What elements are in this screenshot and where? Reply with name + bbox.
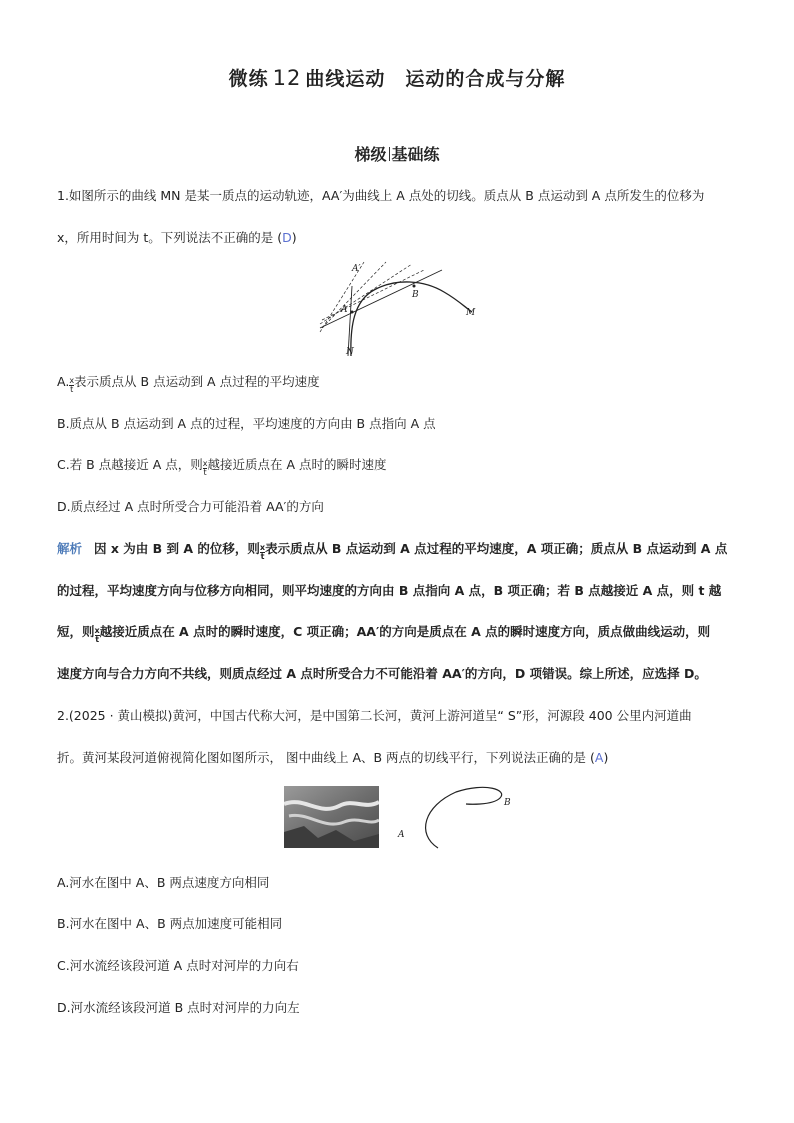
secant-line-4: [322, 270, 424, 320]
analysis-line4: 速度方向与合力方向不共线，则质点经过 A 点时所受合力不可能沿着 AA′的方向，D 项错误。综上所述，应选择 D。: [57, 666, 707, 681]
q1-option-d: D.质点经过 A 点时所受合力可能沿着 AA′的方向: [57, 499, 324, 514]
analysis-l3-post: 越接近质点在 A 点时的瞬时速度，C 项正确；AA′的方向是质点在 A 点的瞬时速度方向，质点做曲线运动，则: [99, 624, 711, 639]
frac-den: t: [70, 385, 74, 394]
q1-option-c-prefix: C.若 B 点越接近 A 点，则: [57, 457, 203, 472]
label-a-prime: A′: [352, 264, 361, 274]
title-prefix: 微练: [228, 68, 269, 90]
analysis-line3: [57, 622, 710, 644]
section-heading: [0, 142, 794, 165]
point-b: [413, 285, 416, 288]
q2-stem-line2-text: 折。黄河某段河道俯视简化图如图所示， 图中曲线上 A、B 两点的切线平行，下列说法正确的是 (: [57, 750, 595, 765]
label-b: B: [504, 798, 511, 808]
q1-option-a-text: 表示质点从 B 点运动到 A 点过程的平均速度: [74, 374, 320, 389]
q1-stem-line1: 1.如图所示的曲线 MN 是某一质点的运动轨迹，AA′为曲线上 A 点处的切线。质点从 B 点运动到 A 点所发生的位移为: [57, 188, 705, 203]
q1-stem-line2-text: x，所用时间为 t。下列说法不正确的是 (: [57, 230, 283, 245]
title-main: 曲线运动 运动的合成与分解: [305, 68, 566, 90]
label-a: A: [341, 305, 348, 315]
label-a: A: [398, 830, 405, 840]
q2-stem-line2: [57, 748, 608, 766]
page-title: [0, 64, 794, 91]
q2-option-b: B.河水在图中 A、B 两点加速度可能相同: [57, 916, 283, 931]
q1-option-a-prefix: A.: [57, 374, 70, 389]
s-curve: [426, 787, 502, 848]
q2-option-a: A.河水在图中 A、B 两点速度方向相同: [57, 875, 270, 890]
frac-den: t: [95, 635, 100, 644]
analysis-l1-post: 表示质点从 B 点运动到 A 点过程的平均速度，A 项正确；质点从 B 点运动到 A 点: [265, 541, 728, 556]
q2-stem-line2-close: ): [603, 750, 609, 765]
q2-s-curve-figure: [396, 786, 516, 850]
q1-answer: D: [282, 230, 292, 245]
point-a: [351, 311, 354, 314]
q1-option-b: B.质点从 B 点运动到 A 点的过程，平均速度的方向由 B 点指向 A 点: [57, 416, 436, 431]
analysis-label: 解析: [57, 541, 83, 556]
analysis-line2: 的过程，平均速度方向与位移方向相同，则平均速度的方向由 B 点指向 A 点，B 项正确；若 B 点越接近 A 点，则 t 越: [57, 583, 722, 598]
q1-stem-line2-close: ): [291, 230, 297, 245]
frac-num: x: [259, 543, 266, 552]
title-number: 12: [272, 66, 302, 90]
label-n: N: [346, 347, 354, 357]
q1-trajectory-figure: [316, 256, 486, 358]
frac-num: x: [69, 376, 75, 385]
q2-option-c: C.河水流经该段河道 A 点时对河岸的力向右: [57, 958, 299, 973]
section-left: 梯级: [354, 145, 387, 164]
secant-line-ab: [320, 270, 442, 328]
q2-option-d: D.河水流经该段河道 B 点时对河岸的力向左: [57, 1000, 300, 1015]
q2-stem-line1: 2.(2025 · 黄山模拟)黄河，中国古代称大河，是中国第二长河，黄河上游河道呈“ S”形，河源段 400 公里内河道曲: [57, 708, 692, 723]
frac-num: x: [94, 626, 100, 635]
q1-option-c: [57, 455, 386, 477]
frac-num: x: [202, 459, 208, 468]
label-m: M: [466, 308, 476, 318]
analysis-line1: [57, 539, 727, 561]
secant-line-3: [320, 264, 412, 324]
q1-stem-line2: [57, 228, 297, 246]
q1-option-a: [57, 372, 320, 394]
label-b: B: [412, 290, 419, 300]
frac-den: t: [203, 468, 207, 477]
frac-den: t: [260, 552, 265, 561]
q2-answer: A: [594, 750, 604, 765]
section-right: 基础练: [391, 145, 440, 164]
analysis-l3-pre: 短，则: [57, 624, 95, 639]
q1-option-c-text: 越接近质点在 A 点时的瞬时速度: [207, 457, 387, 472]
analysis-l1-pre: 因 x 为由 B 到 A 的位移，则: [94, 541, 260, 556]
river-photo: [284, 786, 379, 848]
section-divider: [389, 147, 390, 161]
